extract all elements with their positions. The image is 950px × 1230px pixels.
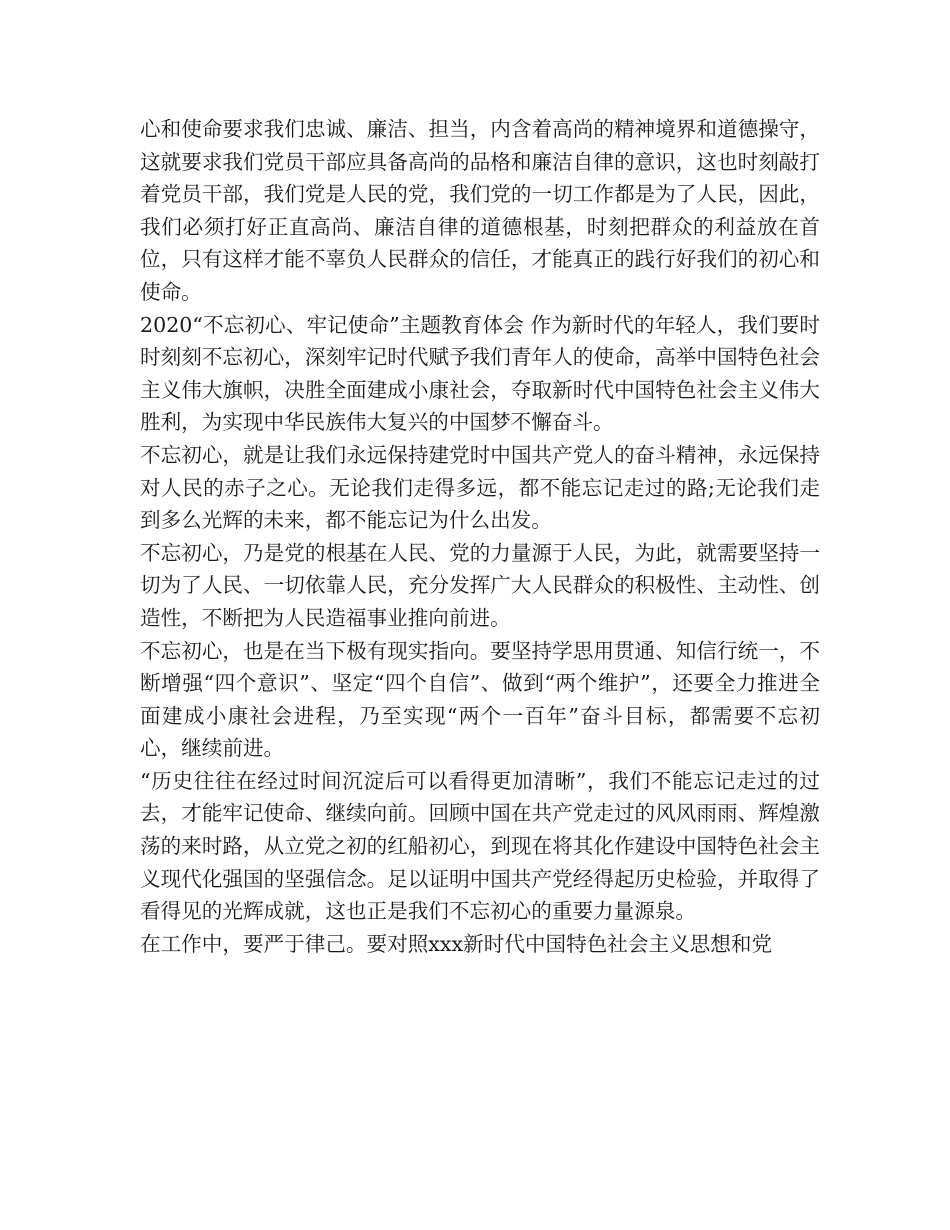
- paragraph-5: 不忘初心，也是在当下极有现实指向。要坚持学思用贯通、知信行统一，不断增强“四个意识”、坚定“四个自信”、做到“两个维护”，还要全力推进全面建成小康社会进程，乃至实现“两个一百年”奋斗目标，都需要不忘初心，继续前进。: [140, 638, 820, 761]
- paragraph-7: 在工作中，要严于律己。要对照xxx新时代中国特色社会主义思想和党: [140, 931, 773, 956]
- paragraph-3: 不忘初心，就是让我们永远保持建党时中国共产党人的奋斗精神，永远保持对人民的赤子之心。无论我们走得多远，都不能忘记走过的路;无论我们走到多么光辉的未来，都不能忘记为什么出发。: [140, 442, 820, 533]
- paragraph-1: 心和使命要求我们忠诚、廉洁、担当，内含着高尚的精神境界和道德操守，这就要求我们党员干部应具备高尚的品格和廉洁自律的意识，这也时刻敲打着党员干部，我们党是人民的党，我们党的一切工作都是为了人民，因此，我们必须打好正直高尚、廉洁自律的道德根基，时刻把群众的利益放在首位，只有这样才能不辜负人民群众的信任，才能真正的践行好我们的初心和使命。: [140, 117, 820, 304]
- paragraph-4: 不忘初心，乃是党的根基在人民、党的力量源于人民，为此，就需要坚持一切为了人民、一切依靠人民，充分发挥广大人民群众的积极性、主动性、创造性，不断把为人民造福事业推向前进。: [140, 540, 820, 630]
- paragraph-6: “历史往往在经过时间沉淀后可以看得更加清晰”，我们不能忘记走过的过去，才能牢记使命、继续向前。回顾中国在共产党走过的风风雨雨、辉煌激荡的来时路，从立党之初的红船初心，到现在将其化作建设中国特色社会主义现代化强国的坚强信念。足以证明中国共产党经得起历史检验，并取得了看得见的光辉成就，这也正是我们不忘初心的重要力量源泉。: [140, 768, 820, 924]
- paragraph-2: 2020“不忘初心、牢记使命”主题教育体会 作为新时代的年轻人，我们要时时刻刻不忘初心，深刻牢记时代赋予我们青年人的使命，高举中国特色社会主义伟大旗帜，决胜全面建成小康社会，夺取新时代中国特色社会主义伟大胜利，为实现中华民族伟大复兴的中国梦不懈奋斗。: [140, 312, 820, 435]
- document-body: [140, 113, 820, 960]
